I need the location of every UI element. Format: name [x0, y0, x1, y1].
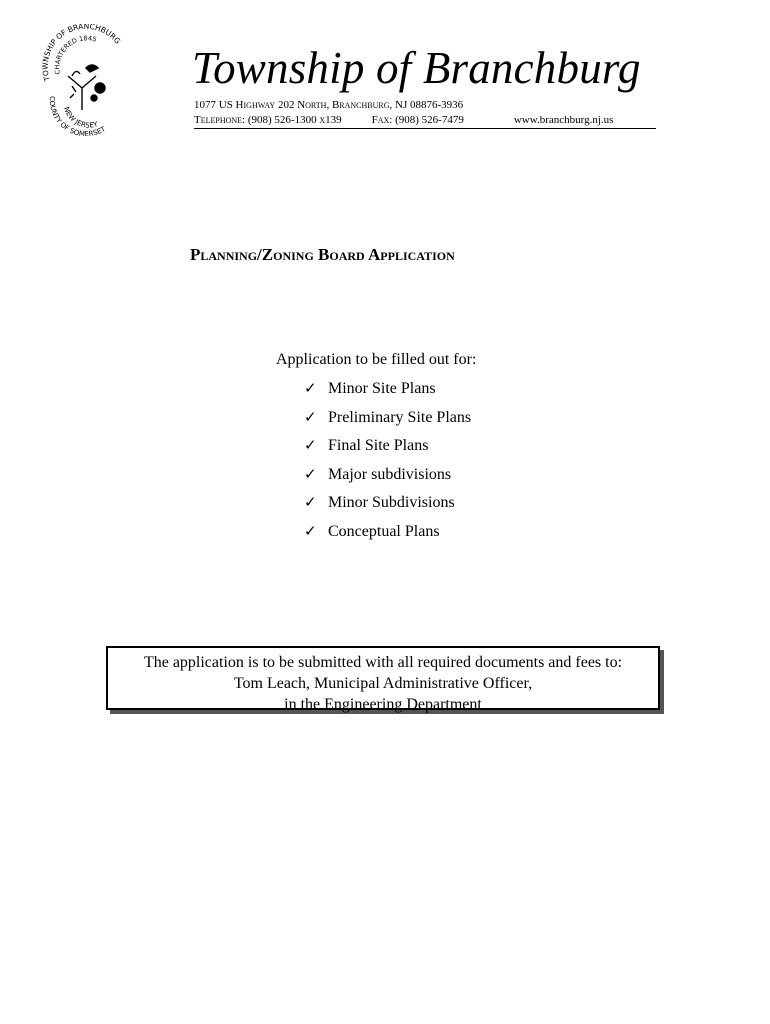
list-item-label: Minor Subdivisions	[328, 494, 455, 512]
township-seal	[36, 24, 132, 136]
submission-notice-box	[106, 646, 660, 713]
list-item	[304, 521, 471, 553]
list-item	[304, 407, 472, 439]
list-item-label: Minor Site Plans	[328, 380, 436, 397]
list-item-label: Final Site Plans	[328, 437, 429, 455]
township-seal-graphic	[36, 24, 132, 136]
list-item	[304, 464, 471, 496]
list-item-label: Conceptual Plans	[328, 522, 440, 540]
seal-top-text: TOWNSHIP OF BRANCHBURG	[40, 24, 123, 83]
fax-text: Fax: (908) 526-7479	[371, 114, 464, 126]
plan-type-list	[304, 381, 471, 553]
checkmark-icon: ✓	[304, 464, 317, 483]
seal-chartered-text: CHARTERED 1845	[53, 34, 98, 75]
notice-line-1: The application is to be submitted with all required documents and fees to:	[143, 654, 623, 671]
notice-line-2: Tom Leach, Municipal Administrative Officer,	[233, 675, 533, 692]
checkmark-icon: ✓	[304, 436, 317, 455]
checkmark-icon: ✓	[304, 521, 317, 540]
list-item-label: Major subdivisions	[328, 465, 452, 483]
document-heading: Planning/Zoning Board Application	[190, 245, 455, 264]
notice-line-3: in the Engineering Department	[284, 696, 482, 713]
seal-emblem	[68, 65, 105, 110]
intro-text: Application to be filled out for:	[276, 351, 477, 368]
seal-bottom-text: COUNTY OF SOMERSET	[47, 95, 107, 136]
list-item-label: Preliminary Site Plans	[328, 408, 472, 426]
page-title: Township of Branchburg	[192, 43, 641, 93]
checkmark-icon: ✓	[304, 493, 317, 512]
telephone-text: Telephone: (908) 526-1300 x139	[194, 114, 342, 126]
checkmark-icon: ✓	[304, 407, 317, 426]
contact-line	[194, 115, 656, 129]
seal-state-text: NEW JERSEY	[61, 105, 99, 130]
list-item	[304, 381, 471, 410]
address-line: 1077 US Highway 202 North, Branchburg, NJ 08876-3936	[194, 99, 464, 111]
website-link[interactable]: www.branchburg.nj.us	[513, 114, 614, 126]
list-item	[304, 438, 471, 467]
checkmark-icon: ✓	[304, 379, 317, 397]
list-item	[304, 495, 471, 524]
